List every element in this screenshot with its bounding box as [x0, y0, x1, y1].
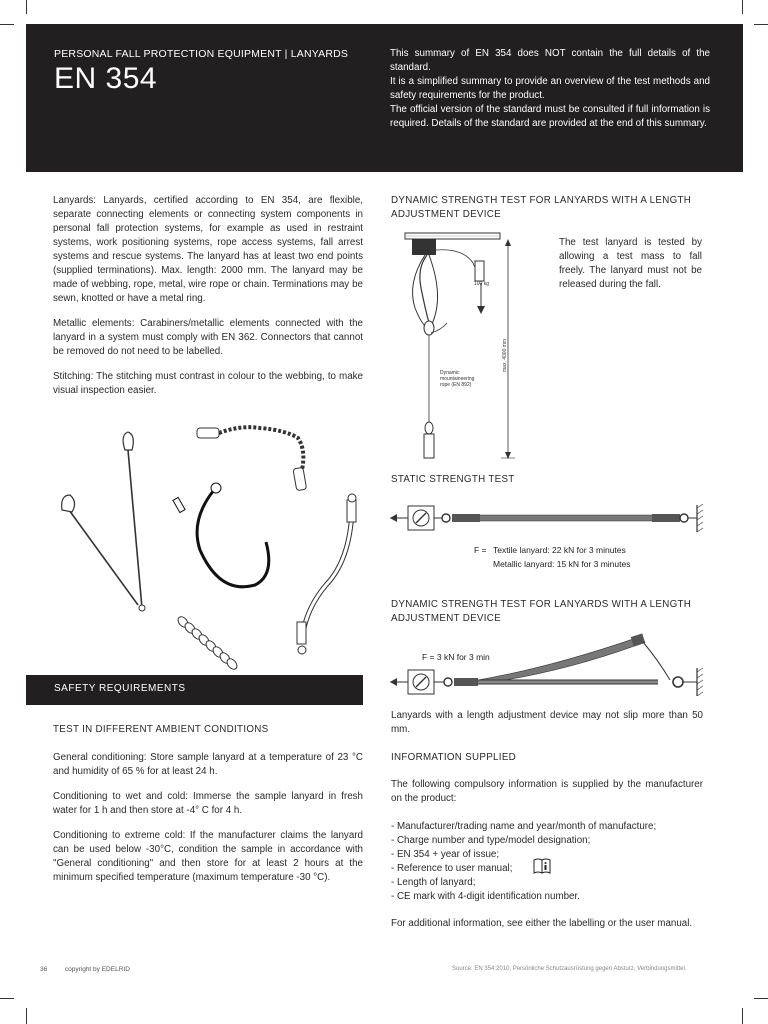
dynamic-test-diagram: [395, 228, 555, 468]
paragraph-stitching: Stitching: The stitching must contrast in colour to the webbing, to make visual inspection easier.: [53, 371, 363, 396]
dynamic-test-text: The test lanyard is tested by allowing a test mass to fall freely. The lanyard must not be released during the fall.: [559, 237, 702, 290]
information-list: [391, 820, 711, 904]
crop-mark: [742, 1008, 743, 1024]
header-kicker: PERSONAL FALL PROTECTION EQUIPMENT | LANYARDS: [54, 48, 349, 60]
paragraph-wet-cold: Conditioning to wet and cold: Immerse the sample lanyard in fresh water for 1 h and then store at -4° C for 4 h.: [53, 791, 363, 816]
crop-mark: [26, 0, 27, 14]
summary-line: The official version of the standard must be consulted if full information is required. Details of the standard are provided at the end of this summary.: [390, 104, 710, 129]
paragraph-lanyards: Lanyards: Lanyards, certified according to EN 354, are flexible, separate connecting elements or connecting system components in personal fall protection systems, for example as used in restraint systems, work positioning systems, rope access systems, fall arrest systems and rescue systems. The lanyard has at least two end points (supplied terminations). Max. length: 2000 mm. The lanyard may be made of webbing, rope, metal, wire rope or chain. Terminations may be sewn, knotted or have a metal ring.: [53, 195, 363, 304]
crop-mark: [754, 24, 768, 25]
metallic-lanyard-force: Metallic lanyard: 15 kN for 3 minutes: [493, 559, 631, 569]
lanyard-description: [53, 194, 363, 409]
paragraph-general-conditioning: General conditioning: Store sample lanyard at a temperature of 23 °C and humidity of 65 % for at least 24 h.: [53, 752, 363, 777]
information-heading: INFORMATION SUPPLIED: [391, 752, 517, 763]
user-manual-icon: [533, 858, 551, 874]
ambient-conditions: [53, 751, 363, 896]
black-rope-lanyard: [173, 483, 269, 587]
crop-mark: [742, 0, 743, 14]
page-header: [26, 24, 743, 172]
footer-left: [40, 966, 130, 973]
mass-label: 100 kg: [474, 281, 490, 287]
list-item: - Charge number and type/model designation;: [391, 835, 591, 846]
ambient-heading: TEST IN DIFFERENT AMBIENT CONDITIONS: [53, 724, 269, 735]
list-item: - CE mark with 4-digit identification number.: [391, 891, 580, 902]
rod-lanyard: [62, 432, 145, 611]
copyright-text: copyright by EDELRID: [64, 966, 130, 973]
safety-requirements-bar: [26, 675, 363, 705]
textile-lanyard-force: Textile lanyard: 22 kN for 3 minutes: [493, 545, 626, 555]
summary-line: It is a simplified summary to provide an overview of the test methods and safety requirements for the product.: [390, 76, 710, 101]
header-summary: [390, 47, 710, 131]
list-item: - EN 354 + year of issue;: [391, 849, 500, 860]
chain-lanyard: [176, 615, 239, 671]
adjustment-test-diagram: [388, 630, 718, 700]
crop-mark: [0, 998, 14, 999]
force-prefix: F =: [474, 545, 487, 555]
rope-label: Dynamic mountaineering rope (EN 892): [440, 370, 475, 388]
paragraph-extreme-cold: Conditioning to extreme cold: If the manufacturer claims the lanyard can be used below -30°C, condition the sample in accordance with "General conditioning" and then store for at least 2 hours at the minimum specified temperature (maximum temperature -30 °C).: [53, 830, 363, 883]
crop-mark: [0, 24, 14, 25]
dynamic-test-2-heading: DYNAMIC STRENGTH TEST FOR LANYARDS WITH A LENGTH ADJUSTMENT DEVICE: [391, 599, 692, 624]
list-item: - Reference to user manual;: [391, 863, 513, 874]
lanyards-illustration: [50, 410, 370, 670]
list-item: - Length of lanyard;: [391, 877, 476, 888]
footer-source: Source: EN 354:2010, Persönliche Schutzausrüstung gegen Absturz, Verbindungsmittel.: [452, 966, 687, 972]
summary-line: This summary of EN 354 does NOT contain the full details of the standard.: [390, 48, 710, 73]
list-item: - Manufacturer/trading name and year/month of manufacture;: [391, 821, 657, 832]
slip-text: Lanyards with a length adjustment device may not slip more than 50 mm.: [391, 710, 703, 735]
crop-mark: [26, 1008, 27, 1024]
static-test-diagram: [388, 500, 718, 540]
dynamic-test-heading: DYNAMIC STRENGTH TEST FOR LANYARDS WITH A LENGTH ADJUSTMENT DEVICE: [391, 195, 692, 220]
safety-requirements-label: SAFETY REQUIREMENTS: [54, 683, 186, 694]
information-intro: The following compulsory information is supplied by the manufacturer on the product:: [391, 779, 703, 804]
crop-mark: [754, 998, 768, 999]
twisted-lanyard: [197, 427, 307, 491]
static-test-heading: STATIC STRENGTH TEST: [391, 474, 515, 485]
page-title: EN 354: [54, 62, 158, 95]
max-length-label: max. 4000 mm: [502, 338, 508, 372]
information-more: For additional information, see either the labelling or the user manual.: [391, 918, 693, 929]
webbing-lanyard: [297, 494, 356, 654]
page-number: 36: [40, 966, 48, 973]
adjustment-force-label: F = 3 kN for 3 min: [422, 652, 490, 662]
paragraph-metallic: Metallic elements: Carabiners/metallic elements connected with the lanyard in a system must comply with EN 362. Connectors that cannot be removed do not need to be labelled.: [53, 318, 363, 357]
